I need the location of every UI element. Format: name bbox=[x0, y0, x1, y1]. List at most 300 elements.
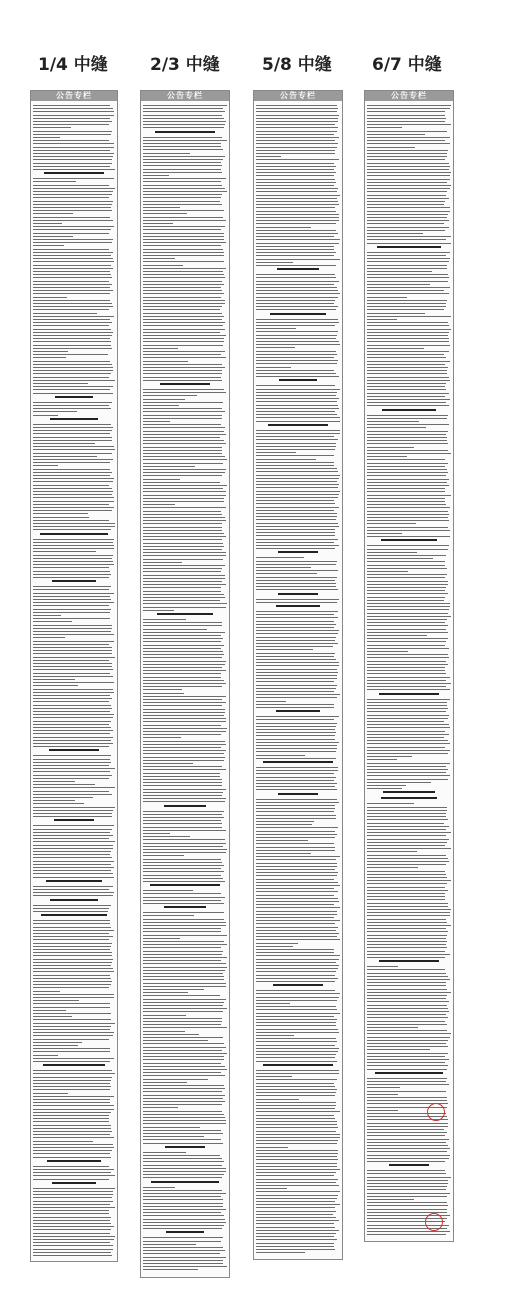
text-line bbox=[256, 121, 338, 122]
text-line bbox=[367, 645, 445, 646]
text-line bbox=[367, 393, 449, 394]
text-line bbox=[143, 1002, 224, 1003]
text-line bbox=[33, 634, 114, 635]
text-line bbox=[143, 693, 184, 694]
text-line bbox=[33, 491, 113, 492]
text-line bbox=[33, 968, 113, 969]
text-line bbox=[143, 194, 222, 195]
text-line bbox=[256, 875, 337, 876]
text-line bbox=[33, 864, 111, 865]
text-line bbox=[367, 469, 447, 470]
text-line bbox=[33, 605, 109, 606]
text-line bbox=[367, 163, 449, 164]
text-line bbox=[256, 252, 336, 253]
text-line bbox=[33, 740, 111, 741]
text-line bbox=[256, 888, 334, 889]
text-line bbox=[367, 405, 449, 406]
text-line bbox=[256, 1102, 336, 1103]
text-line bbox=[33, 383, 88, 384]
text-line bbox=[33, 1099, 110, 1100]
text-line bbox=[33, 845, 113, 846]
text-line bbox=[33, 551, 96, 552]
text-line bbox=[143, 201, 220, 202]
text-line bbox=[33, 245, 64, 246]
text-line bbox=[33, 841, 115, 842]
text-line bbox=[143, 1199, 223, 1200]
text-line bbox=[33, 258, 113, 259]
text-line bbox=[33, 666, 112, 667]
text-line bbox=[367, 810, 447, 811]
text-line bbox=[256, 360, 338, 361]
text-line bbox=[143, 868, 221, 869]
text-line bbox=[33, 555, 113, 556]
text-line bbox=[33, 497, 114, 498]
text-line bbox=[256, 331, 338, 332]
text-line bbox=[143, 482, 220, 483]
text-line bbox=[143, 827, 222, 828]
text-line bbox=[33, 147, 114, 148]
text-line bbox=[143, 1095, 225, 1096]
text-line bbox=[143, 424, 221, 425]
text-line bbox=[367, 424, 449, 425]
text-line bbox=[143, 737, 181, 738]
text-line bbox=[33, 851, 111, 852]
text-line bbox=[143, 111, 225, 112]
text-line bbox=[367, 227, 449, 228]
text-line bbox=[256, 347, 295, 348]
text-line bbox=[367, 648, 449, 649]
text-line bbox=[367, 632, 448, 633]
text-line bbox=[367, 766, 446, 767]
text-line bbox=[256, 446, 336, 447]
text-line bbox=[367, 504, 446, 505]
text-line bbox=[33, 949, 110, 950]
text-line bbox=[33, 137, 60, 138]
text-line bbox=[143, 1024, 221, 1025]
text-line bbox=[143, 1177, 222, 1178]
text-line bbox=[33, 625, 112, 626]
text-line bbox=[256, 840, 308, 841]
text-line bbox=[33, 185, 109, 186]
text-line bbox=[367, 520, 449, 521]
text-line bbox=[367, 899, 445, 900]
text-line bbox=[33, 685, 78, 686]
text-line bbox=[143, 581, 222, 582]
text-line bbox=[33, 955, 112, 956]
text-line bbox=[367, 909, 451, 910]
text-line bbox=[33, 567, 109, 568]
text-line bbox=[143, 255, 224, 256]
text-line bbox=[367, 893, 445, 894]
text-line bbox=[256, 567, 311, 568]
text-line bbox=[143, 603, 227, 604]
text-line bbox=[143, 741, 225, 742]
text-line bbox=[256, 1201, 335, 1202]
text-line bbox=[33, 759, 110, 760]
text-line bbox=[143, 434, 226, 435]
text-line bbox=[33, 217, 110, 218]
text-line bbox=[367, 1173, 446, 1174]
text-line bbox=[256, 1035, 294, 1036]
text-line bbox=[143, 893, 221, 894]
text-line bbox=[143, 287, 221, 288]
text-line bbox=[33, 987, 109, 988]
text-line bbox=[256, 1243, 334, 1244]
text-line bbox=[33, 618, 110, 619]
text-line bbox=[33, 424, 111, 425]
text-line bbox=[33, 271, 110, 272]
text-line bbox=[367, 731, 445, 732]
text-line bbox=[33, 440, 112, 441]
text-line bbox=[256, 239, 340, 240]
notice-heading-line bbox=[50, 418, 98, 420]
text-line bbox=[256, 1227, 335, 1228]
text-line bbox=[33, 857, 112, 858]
text-line bbox=[256, 367, 291, 368]
text-line bbox=[143, 734, 221, 735]
text-line bbox=[367, 1021, 445, 1022]
text-line bbox=[33, 140, 109, 141]
text-line bbox=[33, 727, 111, 728]
text-line bbox=[143, 303, 225, 304]
text-line bbox=[33, 449, 115, 450]
text-line bbox=[256, 577, 337, 578]
text-line bbox=[33, 121, 112, 122]
text-line bbox=[33, 564, 114, 565]
text-line bbox=[33, 386, 113, 387]
text-line bbox=[33, 539, 114, 540]
text-line bbox=[367, 600, 444, 601]
text-line bbox=[256, 179, 335, 180]
text-line bbox=[33, 1204, 110, 1205]
text-line bbox=[143, 594, 224, 595]
text-line bbox=[143, 1130, 221, 1131]
text-line bbox=[143, 245, 221, 246]
text-line bbox=[143, 1228, 222, 1229]
text-line bbox=[367, 957, 445, 958]
text-line bbox=[143, 947, 221, 948]
text-line bbox=[367, 488, 445, 489]
text-line bbox=[143, 944, 227, 945]
text-line bbox=[256, 1089, 337, 1090]
text-line bbox=[367, 1126, 448, 1127]
text-line bbox=[143, 584, 226, 585]
text-line bbox=[256, 455, 334, 456]
text-line bbox=[367, 759, 397, 760]
text-line bbox=[256, 1233, 336, 1234]
text-line bbox=[143, 319, 222, 320]
text-line bbox=[367, 233, 423, 234]
text-line bbox=[367, 590, 445, 591]
text-line bbox=[143, 859, 221, 860]
text-line bbox=[143, 1079, 208, 1080]
text-line bbox=[33, 322, 112, 323]
text-line bbox=[256, 723, 337, 724]
text-line bbox=[33, 1201, 113, 1202]
text-line bbox=[367, 159, 445, 160]
text-line bbox=[256, 484, 339, 485]
text-line bbox=[256, 662, 339, 663]
text-line bbox=[256, 758, 336, 759]
text-line bbox=[33, 213, 73, 214]
text-line bbox=[256, 688, 336, 689]
text-line bbox=[33, 877, 114, 878]
text-line bbox=[33, 1029, 110, 1030]
text-line bbox=[367, 309, 444, 310]
text-line bbox=[143, 284, 224, 285]
text-line bbox=[143, 830, 226, 831]
text-line bbox=[143, 976, 224, 977]
text-line bbox=[367, 982, 446, 983]
text-line bbox=[367, 890, 448, 891]
text-line bbox=[33, 300, 110, 301]
text-line bbox=[367, 683, 451, 684]
text-line bbox=[33, 1169, 114, 1170]
text-line bbox=[143, 1222, 226, 1223]
text-line bbox=[367, 861, 449, 862]
text-line bbox=[33, 338, 110, 339]
text-line bbox=[367, 782, 431, 783]
text-line bbox=[256, 789, 337, 790]
text-line bbox=[256, 1000, 337, 1001]
text-line bbox=[367, 316, 451, 317]
text-line bbox=[256, 376, 339, 377]
notice-heading-line bbox=[157, 613, 213, 615]
text-line bbox=[367, 775, 450, 776]
text-line bbox=[143, 124, 225, 125]
text-line bbox=[367, 584, 448, 585]
text-line bbox=[256, 351, 336, 352]
text-line bbox=[33, 589, 109, 590]
text-line bbox=[33, 933, 109, 934]
text-line bbox=[256, 742, 339, 743]
text-line bbox=[33, 1226, 114, 1227]
text-line bbox=[367, 826, 449, 827]
text-line bbox=[367, 329, 451, 330]
text-line bbox=[367, 928, 446, 929]
text-line bbox=[33, 1255, 112, 1256]
text-line bbox=[256, 777, 336, 778]
text-line bbox=[367, 654, 448, 655]
text-line bbox=[143, 469, 226, 470]
text-line bbox=[367, 896, 445, 897]
text-line bbox=[367, 989, 447, 990]
text-line bbox=[367, 635, 427, 636]
text-line bbox=[33, 1144, 113, 1145]
text-line bbox=[367, 874, 446, 875]
text-line bbox=[33, 825, 114, 826]
text-line bbox=[33, 316, 114, 317]
text-line bbox=[143, 325, 223, 326]
text-line bbox=[256, 191, 337, 192]
text-line bbox=[143, 341, 224, 342]
text-line bbox=[367, 1033, 451, 1034]
text-line bbox=[367, 335, 448, 336]
text-line bbox=[33, 816, 112, 817]
text-line bbox=[367, 941, 447, 942]
text-line bbox=[256, 1115, 334, 1116]
text-line bbox=[256, 249, 334, 250]
text-line bbox=[143, 367, 225, 368]
text-line bbox=[33, 682, 114, 683]
text-line bbox=[33, 510, 112, 511]
text-line bbox=[33, 274, 111, 275]
text-line bbox=[33, 1089, 110, 1090]
text-line bbox=[367, 124, 451, 125]
notice-heading-line bbox=[382, 409, 436, 411]
text-line bbox=[367, 708, 448, 709]
text-line bbox=[33, 561, 113, 562]
text-line bbox=[256, 557, 304, 558]
text-line bbox=[143, 925, 226, 926]
text-line bbox=[143, 619, 186, 620]
text-line bbox=[367, 1049, 430, 1050]
text-line bbox=[256, 1051, 338, 1052]
notice-heading-line bbox=[263, 1064, 334, 1066]
text-line bbox=[143, 450, 222, 451]
text-line bbox=[256, 211, 336, 212]
text-line bbox=[367, 641, 446, 642]
text-line bbox=[33, 1236, 115, 1237]
text-line bbox=[143, 610, 174, 611]
text-line bbox=[256, 1061, 337, 1062]
text-line bbox=[256, 917, 334, 918]
text-line bbox=[256, 325, 335, 326]
text-line bbox=[367, 1123, 448, 1124]
text-line bbox=[33, 813, 112, 814]
text-line bbox=[256, 150, 335, 151]
text-line bbox=[143, 322, 225, 323]
text-line bbox=[367, 995, 447, 996]
text-line bbox=[143, 865, 224, 866]
text-line bbox=[256, 414, 337, 415]
notice-heading-line bbox=[389, 1164, 429, 1166]
text-line bbox=[143, 1037, 223, 1038]
text-line bbox=[143, 922, 226, 923]
text-line bbox=[143, 773, 220, 774]
text-line bbox=[367, 211, 450, 212]
text-line bbox=[367, 111, 445, 112]
text-line bbox=[143, 928, 221, 929]
text-line bbox=[367, 281, 448, 282]
text-line bbox=[256, 971, 336, 972]
text-line bbox=[256, 300, 335, 301]
text-line bbox=[33, 660, 109, 661]
text-line bbox=[256, 1073, 339, 1074]
text-line bbox=[33, 1207, 115, 1208]
text-line bbox=[367, 593, 448, 594]
text-line bbox=[256, 357, 334, 358]
text-line bbox=[143, 683, 226, 684]
text-line bbox=[33, 462, 110, 463]
text-line bbox=[367, 609, 449, 610]
text-line bbox=[143, 1127, 200, 1128]
text-line bbox=[143, 900, 221, 901]
text-line bbox=[256, 542, 334, 543]
text-line bbox=[367, 434, 446, 435]
notice-heading-line bbox=[40, 533, 107, 535]
text-line bbox=[33, 1223, 111, 1224]
text-line bbox=[33, 892, 114, 893]
text-line bbox=[256, 1217, 336, 1218]
text-line bbox=[367, 954, 450, 955]
text-line bbox=[33, 354, 108, 355]
text-line bbox=[256, 507, 339, 508]
text-line bbox=[367, 779, 448, 780]
text-line bbox=[143, 162, 221, 163]
text-line bbox=[143, 118, 224, 119]
text-line bbox=[367, 944, 446, 945]
text-line bbox=[33, 768, 115, 769]
text-line bbox=[367, 816, 446, 817]
text-line bbox=[256, 672, 338, 673]
text-line bbox=[143, 1158, 222, 1159]
text-line bbox=[256, 808, 335, 809]
text-line bbox=[143, 1171, 226, 1172]
text-line bbox=[256, 981, 335, 982]
text-line bbox=[256, 452, 296, 453]
text-line bbox=[33, 807, 115, 808]
text-line bbox=[33, 1239, 114, 1240]
text-line bbox=[33, 469, 110, 470]
text-line bbox=[367, 191, 447, 192]
text-line bbox=[143, 562, 182, 563]
text-line bbox=[143, 357, 226, 358]
text-line bbox=[143, 153, 190, 154]
notice-heading-line bbox=[44, 172, 104, 174]
text-line bbox=[33, 781, 75, 782]
text-line bbox=[367, 370, 447, 371]
text-line bbox=[143, 539, 222, 540]
text-line bbox=[256, 124, 335, 125]
text-line bbox=[33, 997, 114, 998]
text-line bbox=[143, 1053, 227, 1054]
notice-heading-line bbox=[165, 1146, 204, 1148]
text-line bbox=[256, 1095, 335, 1096]
text-line bbox=[33, 994, 114, 995]
text-line bbox=[256, 459, 316, 460]
text-line bbox=[33, 485, 109, 486]
text-line bbox=[367, 851, 417, 852]
text-line bbox=[143, 664, 225, 665]
text-line bbox=[256, 895, 334, 896]
text-line bbox=[143, 779, 222, 780]
text-line bbox=[367, 1170, 445, 1171]
text-line bbox=[367, 450, 448, 451]
text-line bbox=[367, 555, 446, 556]
text-line bbox=[143, 625, 222, 626]
text-line bbox=[256, 1134, 340, 1135]
text-line bbox=[367, 985, 446, 986]
text-line bbox=[143, 995, 220, 996]
text-line bbox=[33, 615, 61, 616]
text-line bbox=[367, 188, 450, 189]
text-line bbox=[143, 1072, 221, 1073]
text-line bbox=[256, 487, 338, 488]
text-line bbox=[143, 453, 222, 454]
text-line bbox=[143, 641, 221, 642]
text-line bbox=[143, 960, 221, 961]
text-line bbox=[143, 667, 222, 668]
text-line bbox=[367, 293, 449, 294]
text-line bbox=[33, 373, 111, 374]
text-line bbox=[367, 715, 449, 716]
text-line bbox=[33, 1121, 109, 1122]
text-line bbox=[33, 984, 111, 985]
text-line bbox=[367, 819, 448, 820]
text-line bbox=[33, 698, 112, 699]
text-line bbox=[33, 1045, 78, 1046]
